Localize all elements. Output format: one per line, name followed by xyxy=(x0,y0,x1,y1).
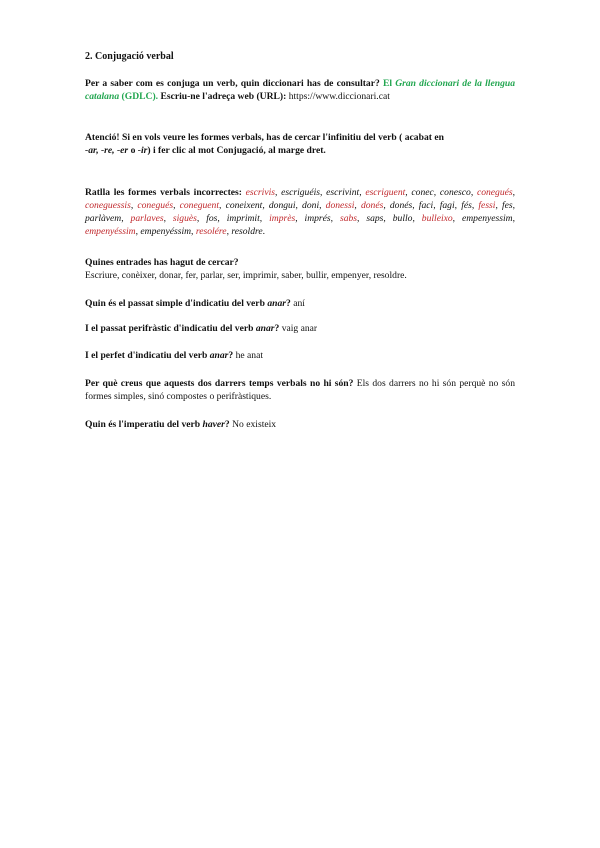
question-mark: ? xyxy=(224,419,230,430)
question-imperative xyxy=(85,418,515,431)
question-text: Per a saber com es conjuga un verb, quin diccionari has de consultar? xyxy=(85,78,380,89)
question-mark: ? xyxy=(285,298,291,309)
dictionary-url: https://www.diccionari.cat xyxy=(288,91,390,102)
answer-text: Escriure, conèixer, donar, fer, parlar, ser, imprimir, saber, bullir, empenyer, resoldre. xyxy=(85,270,407,281)
verb-form: empenyéssim xyxy=(85,226,136,237)
verb-form: empenyéssim xyxy=(140,226,192,237)
question-mark: ? xyxy=(228,350,234,361)
verb-form: coneixent xyxy=(225,200,263,211)
answer-text: aní xyxy=(293,298,305,309)
answer-text: vaig anar xyxy=(281,323,318,334)
verb-form: imprés xyxy=(304,213,331,224)
verb-form: fessi xyxy=(478,200,496,211)
answer-prefix: El xyxy=(382,78,393,89)
attention-note xyxy=(85,131,515,157)
verb-form: siguès xyxy=(172,213,197,224)
question-why xyxy=(85,377,515,403)
verb-form: faci xyxy=(418,200,434,211)
verb-form: fes xyxy=(501,200,513,211)
verb-form: dongui xyxy=(268,200,296,211)
exercise-label: Ratlla les formes verbals incorrectes: xyxy=(85,187,242,198)
verb-form: parlaves xyxy=(130,213,164,224)
verb-forms-list: escrivis, escriguéis, escrivint, escriguent, conec, conesco, conegués, coneguessis, conegués, coneguent, coneixent, dongui, doni, donessi, donés, donés, faci, fagi, fés, fessi, fes, parlàvem, parlaves, siguès, fos, imprimit, imprès, imprés, sabs, saps, bullo, bulleixo, empenyessim, empenyéssim, empenyéssim, resolére, resoldre. xyxy=(85,187,516,237)
question-text: Per què creus que aquests dos darrers temps verbals no hi són? xyxy=(85,378,354,389)
url-instruction: Escriu-ne l'adreça web (URL): xyxy=(160,91,287,102)
answer-text: No existeix xyxy=(232,419,277,430)
verb-form: saps xyxy=(366,213,384,224)
question-text: I el passat perifràstic d'indicatiu del verb xyxy=(85,323,254,334)
dictionary-abbr: (GDLC). xyxy=(121,91,159,102)
verb-form: fagi xyxy=(439,200,455,211)
answer-text: he anat xyxy=(235,350,264,361)
dictionary-title: Gran diccionari de la llengua catalana xyxy=(85,78,515,102)
verb-form: escriguent xyxy=(365,187,406,198)
attention-line1: Atenció! Si en vols veure les formes verbals, has de cercar l'infinitiu del verb ( acabat en xyxy=(85,132,444,143)
verb-form: doni xyxy=(302,200,320,211)
question-mark: ? xyxy=(274,323,280,334)
verb-name: haver xyxy=(202,419,225,430)
verb-form: fés xyxy=(461,200,472,211)
verb-name: anar xyxy=(255,323,275,334)
question-periphrastic-past xyxy=(85,322,515,335)
verb-form: donés xyxy=(389,200,413,211)
attention-line2: ) i fer clic al mot Conjugació, al marge dret. xyxy=(147,145,326,156)
verb-form: coneguessis xyxy=(85,200,131,211)
verb-form: parlàvem xyxy=(85,213,122,224)
verb-form: sabs xyxy=(339,213,358,224)
verb-form: bulleixo xyxy=(421,213,453,224)
verb-form: empenyessim xyxy=(461,213,513,224)
verb-name: anar xyxy=(209,350,229,361)
verb-form: escriguéis xyxy=(281,187,321,198)
verb-form: escrivis xyxy=(245,187,275,198)
question-text: Quin és l'imperatiu del verb xyxy=(85,419,201,430)
question-simple-past xyxy=(85,297,515,310)
question-perfect xyxy=(85,349,515,362)
verb-form: conec xyxy=(411,187,434,198)
verb-form: imprimit xyxy=(226,213,260,224)
verb-form: conegués xyxy=(476,187,513,198)
verb-form: resoldre xyxy=(231,226,263,237)
answer-text: Els dos darrers no hi són perquè no són formes simples, sinó compostes o perifràstiques. xyxy=(85,378,516,402)
endings-or: o xyxy=(130,145,136,156)
verb-form: donés xyxy=(360,200,384,211)
verb-forms-exercise xyxy=(85,186,515,238)
verb-form: conesco xyxy=(439,187,471,198)
verb-form: donessi xyxy=(325,200,355,211)
verb-form: conegués xyxy=(137,200,174,211)
verb-name: anar xyxy=(267,298,286,309)
ending-ir: -ir xyxy=(137,145,148,156)
verb-form: escrivint xyxy=(326,187,360,198)
verb-form: coneguent xyxy=(179,200,220,211)
question-text: Quines entrades has hagut de cercar? xyxy=(85,257,239,268)
verb-endings: -ar, -re, -er xyxy=(85,145,129,156)
verb-form: imprès xyxy=(269,213,296,224)
verb-form: bullo xyxy=(392,213,413,224)
question-entries xyxy=(85,256,515,282)
verb-form: resolére xyxy=(195,226,227,237)
section-title: 2. Conjugació verbal xyxy=(85,51,174,62)
question-dictionary xyxy=(85,77,515,103)
question-text: I el perfet d'indicatiu del verb xyxy=(85,350,208,361)
question-text: Quin és el passat simple d'indicatiu del verb xyxy=(85,298,265,309)
verb-form: fos xyxy=(206,213,218,224)
